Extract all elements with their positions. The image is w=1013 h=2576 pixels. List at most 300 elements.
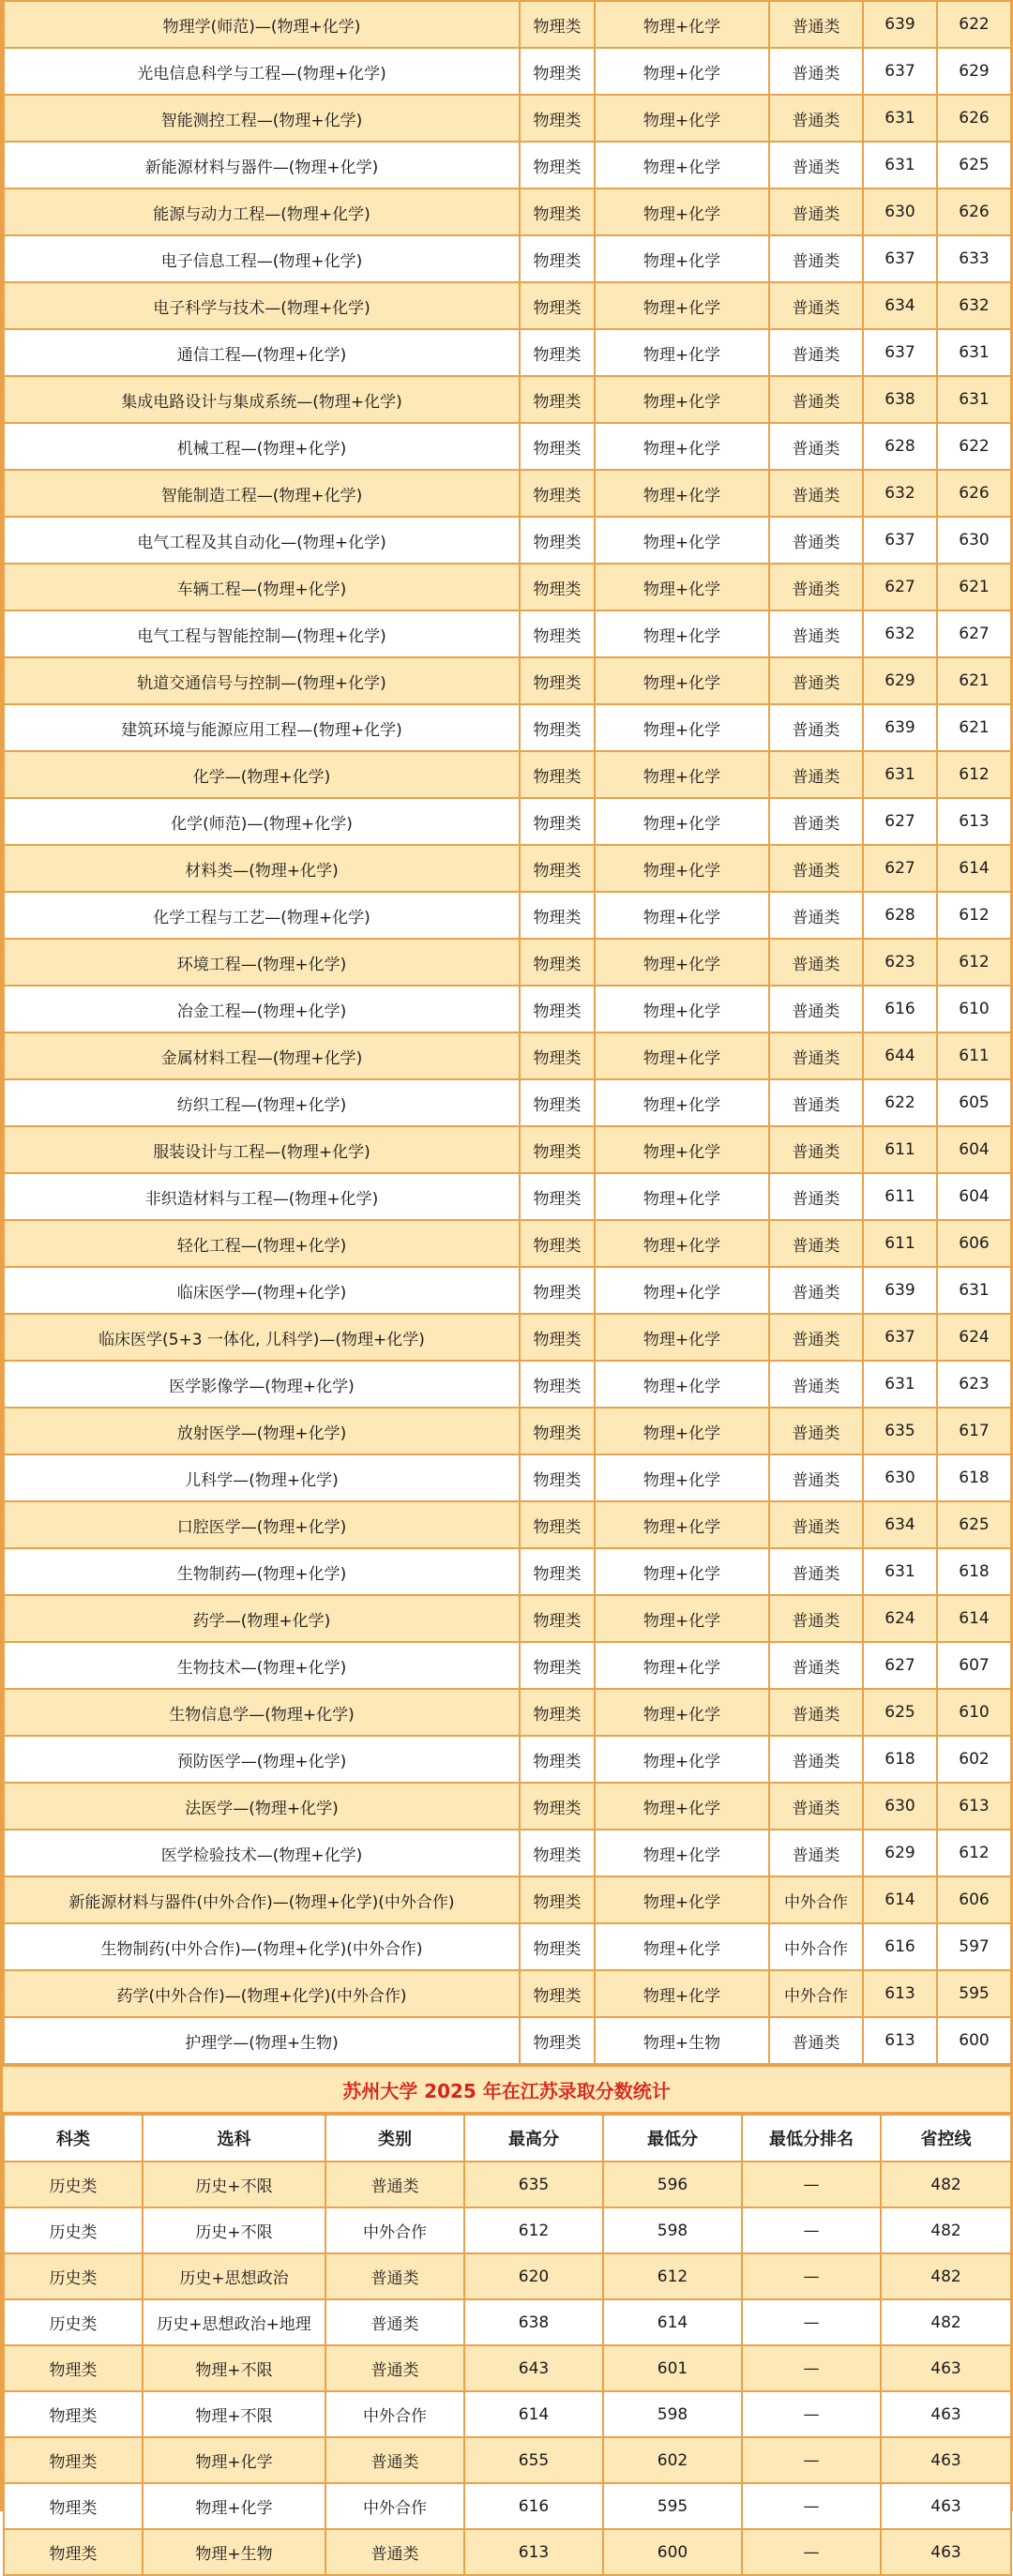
max-score-cell: 637 <box>863 1314 937 1361</box>
admission-type-cell: 普通类 <box>769 517 863 564</box>
type-cell: 普通类 <box>325 2162 464 2207</box>
subject-category-cell: 物理类 <box>520 1361 595 1408</box>
admission-type-cell: 普通类 <box>769 2017 863 2064</box>
major-score-table <box>3 0 1012 2065</box>
subject-requirement-cell: 物理+化学 <box>595 564 769 610</box>
major-cell: 非织造材料与工程—(物理+化学) <box>4 1173 520 1220</box>
category-cell: 历史类 <box>4 2162 143 2207</box>
type-cell: 普通类 <box>325 2299 464 2345</box>
table-row <box>4 1126 1011 1173</box>
subject-category-cell: 物理类 <box>520 1783 595 1830</box>
table-row <box>4 1361 1011 1408</box>
table-header-row <box>4 2115 1011 2162</box>
subject-category-cell: 物理类 <box>520 939 595 986</box>
min-score-cell: 614 <box>603 2299 742 2345</box>
major-cell: 医学影像学—(物理+化学) <box>4 1361 520 1408</box>
subject-requirement-cell: 物理+化学 <box>595 1595 769 1642</box>
subject-selection-cell: 物理+化学 <box>143 2437 325 2483</box>
max-score-cell: 638 <box>863 376 937 423</box>
column-header: 省控线 <box>881 2115 1011 2162</box>
control-line-cell: 463 <box>881 2391 1011 2437</box>
subject-requirement-cell: 物理+化学 <box>595 470 769 517</box>
min-score-cell: 631 <box>937 376 1011 423</box>
admission-type-cell: 普通类 <box>769 95 863 142</box>
column-header: 选科 <box>143 2115 325 2162</box>
type-cell: 普通类 <box>325 2253 464 2299</box>
subject-category-cell: 物理类 <box>520 1454 595 1501</box>
subject-category-cell: 物理类 <box>520 845 595 892</box>
min-rank-cell: — <box>742 2207 881 2253</box>
type-cell: 普通类 <box>325 2529 464 2575</box>
admission-type-cell: 普通类 <box>769 1501 863 1548</box>
max-score-cell: 618 <box>863 1736 937 1783</box>
table-row <box>4 1830 1011 1876</box>
admission-type-cell: 普通类 <box>769 845 863 892</box>
table-row <box>4 1220 1011 1267</box>
admission-type-cell: 普通类 <box>769 1126 863 1173</box>
max-score-cell: 630 <box>863 1783 937 1830</box>
major-cell: 材料类—(物理+化学) <box>4 845 520 892</box>
major-cell: 电子信息工程—(物理+化学) <box>4 235 520 282</box>
admission-type-cell: 普通类 <box>769 564 863 610</box>
subject-category-cell: 物理类 <box>520 48 595 95</box>
subject-category-cell: 物理类 <box>520 1595 595 1642</box>
min-score-cell: 623 <box>937 1361 1011 1408</box>
min-rank-cell: — <box>742 2437 881 2483</box>
max-score-cell: 627 <box>863 845 937 892</box>
max-score-cell: 634 <box>863 1501 937 1548</box>
min-score-cell: 614 <box>937 845 1011 892</box>
major-cell: 轻化工程—(物理+化学) <box>4 1220 520 1267</box>
max-score-cell: 611 <box>863 1220 937 1267</box>
category-cell: 历史类 <box>4 2253 143 2299</box>
min-score-cell: 598 <box>603 2391 742 2437</box>
major-cell: 物理学(师范)—(物理+化学) <box>4 1 520 48</box>
admission-type-cell: 普通类 <box>769 329 863 376</box>
table-row <box>4 892 1011 939</box>
max-score-cell: 627 <box>863 798 937 845</box>
table-row <box>4 2529 1011 2575</box>
subject-requirement-cell: 物理+化学 <box>595 845 769 892</box>
subject-category-cell: 物理类 <box>520 704 595 751</box>
major-cell: 电子科学与技术—(物理+化学) <box>4 282 520 329</box>
min-score-cell: 600 <box>603 2529 742 2575</box>
admission-type-cell: 普通类 <box>769 1079 863 1126</box>
admission-type-cell: 普通类 <box>769 892 863 939</box>
admission-type-cell: 普通类 <box>769 235 863 282</box>
table-row <box>4 1454 1011 1501</box>
max-score-cell: 614 <box>464 2391 603 2437</box>
min-score-cell: 629 <box>937 48 1011 95</box>
admission-type-cell: 普通类 <box>769 1220 863 1267</box>
subject-category-cell: 物理类 <box>520 282 595 329</box>
subject-category-cell: 物理类 <box>520 751 595 798</box>
type-cell: 中外合作 <box>325 2391 464 2437</box>
subject-category-cell: 物理类 <box>520 1501 595 1548</box>
max-score-cell: 630 <box>863 1454 937 1501</box>
max-score-cell: 628 <box>863 892 937 939</box>
major-cell: 电气工程及其自动化—(物理+化学) <box>4 517 520 564</box>
major-cell: 临床医学—(物理+化学) <box>4 1267 520 1314</box>
subject-category-cell: 物理类 <box>520 1830 595 1876</box>
subject-selection-cell: 物理+生物 <box>143 2529 325 2575</box>
min-score-cell: 600 <box>937 2017 1011 2064</box>
max-score-cell: 632 <box>863 610 937 657</box>
subject-category-cell: 物理类 <box>520 1876 595 1923</box>
min-score-cell: 605 <box>937 1079 1011 1126</box>
major-cell: 新能源材料与器件—(物理+化学) <box>4 142 520 188</box>
table-row <box>4 1783 1011 1830</box>
subject-category-cell: 物理类 <box>520 376 595 423</box>
min-score-cell: 618 <box>937 1454 1011 1501</box>
min-score-cell: 622 <box>937 1 1011 48</box>
stats-title: 苏州大学 2025 年在江苏录取分数统计 <box>342 2079 671 2102</box>
table-row <box>4 2437 1011 2483</box>
min-score-cell: 606 <box>937 1220 1011 1267</box>
max-score-cell: 639 <box>863 1 937 48</box>
max-score-cell: 613 <box>464 2529 603 2575</box>
admission-type-cell: 普通类 <box>769 1 863 48</box>
admission-type-cell: 普通类 <box>769 188 863 235</box>
subject-requirement-cell: 物理+化学 <box>595 704 769 751</box>
subject-category-cell: 物理类 <box>520 1267 595 1314</box>
table-row <box>4 1595 1011 1642</box>
major-cell: 服装设计与工程—(物理+化学) <box>4 1126 520 1173</box>
subject-category-cell: 物理类 <box>520 517 595 564</box>
subject-requirement-cell: 物理+化学 <box>595 95 769 142</box>
max-score-cell: 637 <box>863 235 937 282</box>
subject-requirement-cell: 物理+化学 <box>595 1 769 48</box>
admission-type-cell: 普通类 <box>769 1408 863 1454</box>
subject-category-cell: 物理类 <box>520 1 595 48</box>
admission-type-cell: 普通类 <box>769 1689 863 1736</box>
major-cell: 光电信息科学与工程—(物理+化学) <box>4 48 520 95</box>
admission-type-cell: 普通类 <box>769 1595 863 1642</box>
subject-requirement-cell: 物理+化学 <box>595 1361 769 1408</box>
control-line-cell: 482 <box>881 2162 1011 2207</box>
table-row <box>4 470 1011 517</box>
max-score-cell: 616 <box>863 1923 937 1970</box>
subject-category-cell: 物理类 <box>520 1408 595 1454</box>
min-score-cell: 611 <box>937 1032 1011 1079</box>
subject-requirement-cell: 物理+化学 <box>595 1783 769 1830</box>
subject-requirement-cell: 物理+化学 <box>595 610 769 657</box>
min-score-cell: 621 <box>937 657 1011 704</box>
major-cell: 预防医学—(物理+化学) <box>4 1736 520 1783</box>
table-row <box>4 2483 1011 2529</box>
min-score-cell: 612 <box>937 892 1011 939</box>
subject-selection-cell: 历史+思想政治+地理 <box>143 2299 325 2345</box>
min-rank-cell: — <box>742 2299 881 2345</box>
control-line-cell: 463 <box>881 2483 1011 2529</box>
major-cell: 生物制药—(物理+化学) <box>4 1548 520 1595</box>
subject-category-cell: 物理类 <box>520 1126 595 1173</box>
table-row <box>4 95 1011 142</box>
major-cell: 化学—(物理+化学) <box>4 751 520 798</box>
min-score-cell: 622 <box>937 423 1011 470</box>
category-cell: 物理类 <box>4 2345 143 2391</box>
admission-stats-table <box>3 2114 1012 2576</box>
major-cell: 冶金工程—(物理+化学) <box>4 986 520 1032</box>
subject-requirement-cell: 物理+化学 <box>595 1548 769 1595</box>
admission-type-cell: 普通类 <box>769 1736 863 1783</box>
subject-requirement-cell: 物理+化学 <box>595 1501 769 1548</box>
category-cell: 物理类 <box>4 2529 143 2575</box>
table-row <box>4 1267 1011 1314</box>
subject-requirement-cell: 物理+化学 <box>595 188 769 235</box>
min-score-cell: 617 <box>937 1408 1011 1454</box>
subject-category-cell: 物理类 <box>520 1548 595 1595</box>
max-score-cell: 611 <box>863 1173 937 1220</box>
control-line-cell: 463 <box>881 2437 1011 2483</box>
table-row <box>4 235 1011 282</box>
table-row <box>4 751 1011 798</box>
table-row <box>4 2207 1011 2253</box>
major-cell: 集成电路设计与集成系统—(物理+化学) <box>4 376 520 423</box>
subject-category-cell: 物理类 <box>520 142 595 188</box>
subject-category-cell: 物理类 <box>520 2017 595 2064</box>
subject-category-cell: 物理类 <box>520 1220 595 1267</box>
subject-requirement-cell: 物理+化学 <box>595 1830 769 1876</box>
table-row <box>4 845 1011 892</box>
subject-requirement-cell: 物理+化学 <box>595 282 769 329</box>
min-score-cell: 613 <box>937 798 1011 845</box>
subject-requirement-cell: 物理+化学 <box>595 1454 769 1501</box>
min-score-cell: 602 <box>937 1736 1011 1783</box>
min-rank-cell: — <box>742 2483 881 2529</box>
major-cell: 电气工程与智能控制—(物理+化学) <box>4 610 520 657</box>
max-score-cell: 638 <box>464 2299 603 2345</box>
table-row <box>4 610 1011 657</box>
subject-requirement-cell: 物理+化学 <box>595 1173 769 1220</box>
major-cell: 纺织工程—(物理+化学) <box>4 1079 520 1126</box>
max-score-cell: 612 <box>464 2207 603 2253</box>
subject-category-cell: 物理类 <box>520 892 595 939</box>
min-score-cell: 626 <box>937 188 1011 235</box>
table-row <box>4 48 1011 95</box>
max-score-cell: 614 <box>863 1876 937 1923</box>
admission-type-cell: 普通类 <box>769 1642 863 1689</box>
max-score-cell: 616 <box>464 2483 603 2529</box>
subject-selection-cell: 历史+不限 <box>143 2207 325 2253</box>
max-score-cell: 611 <box>863 1126 937 1173</box>
admission-type-cell: 普通类 <box>769 704 863 751</box>
column-header: 科类 <box>4 2115 143 2162</box>
major-cell: 轨道交通信号与控制—(物理+化学) <box>4 657 520 704</box>
subject-category-cell: 物理类 <box>520 1689 595 1736</box>
subject-category-cell: 物理类 <box>520 1173 595 1220</box>
max-score-cell: 613 <box>863 2017 937 2064</box>
min-score-cell: 610 <box>937 1689 1011 1736</box>
subject-category-cell: 物理类 <box>520 188 595 235</box>
admission-type-cell: 普通类 <box>769 282 863 329</box>
max-score-cell: 635 <box>464 2162 603 2207</box>
major-cell: 车辆工程—(物理+化学) <box>4 564 520 610</box>
subject-selection-cell: 物理+不限 <box>143 2345 325 2391</box>
table-row <box>4 2017 1011 2064</box>
min-score-cell: 612 <box>603 2253 742 2299</box>
subject-requirement-cell: 物理+化学 <box>595 1408 769 1454</box>
table-row <box>4 1 1011 48</box>
table-row <box>4 1876 1011 1923</box>
admission-type-cell: 普通类 <box>769 1783 863 1830</box>
min-score-cell: 625 <box>937 142 1011 188</box>
subject-requirement-cell: 物理+化学 <box>595 48 769 95</box>
major-cell: 药学(中外合作)—(物理+化学)(中外合作) <box>4 1970 520 2017</box>
subject-requirement-cell: 物理+化学 <box>595 751 769 798</box>
min-score-cell: 627 <box>937 610 1011 657</box>
max-score-cell: 627 <box>863 564 937 610</box>
min-score-cell: 612 <box>937 751 1011 798</box>
min-score-cell: 602 <box>603 2437 742 2483</box>
subject-requirement-cell: 物理+化学 <box>595 235 769 282</box>
category-cell: 历史类 <box>4 2299 143 2345</box>
category-cell: 历史类 <box>4 2207 143 2253</box>
admission-type-cell: 普通类 <box>769 1314 863 1361</box>
max-score-cell: 620 <box>464 2253 603 2299</box>
min-score-cell: 630 <box>937 517 1011 564</box>
max-score-cell: 655 <box>464 2437 603 2483</box>
major-cell: 通信工程—(物理+化学) <box>4 329 520 376</box>
admission-type-cell: 普通类 <box>769 1267 863 1314</box>
max-score-cell: 628 <box>863 423 937 470</box>
major-cell: 智能制造工程—(物理+化学) <box>4 470 520 517</box>
major-cell: 建筑环境与能源应用工程—(物理+化学) <box>4 704 520 751</box>
subject-requirement-cell: 物理+化学 <box>595 1267 769 1314</box>
admission-type-cell: 普通类 <box>769 423 863 470</box>
table-row <box>4 2162 1011 2207</box>
subject-selection-cell: 历史+不限 <box>143 2162 325 2207</box>
max-score-cell: 631 <box>863 95 937 142</box>
min-score-cell: 598 <box>603 2207 742 2253</box>
subject-requirement-cell: 物理+化学 <box>595 1079 769 1126</box>
major-cell: 放射医学—(物理+化学) <box>4 1408 520 1454</box>
table-row <box>4 517 1011 564</box>
subject-requirement-cell: 物理+化学 <box>595 1642 769 1689</box>
max-score-cell: 634 <box>863 282 937 329</box>
admission-type-cell: 普通类 <box>769 657 863 704</box>
min-score-cell: 613 <box>937 1783 1011 1830</box>
subject-category-cell: 物理类 <box>520 423 595 470</box>
major-cell: 机械工程—(物理+化学) <box>4 423 520 470</box>
subject-requirement-cell: 物理+化学 <box>595 986 769 1032</box>
subject-requirement-cell: 物理+化学 <box>595 939 769 986</box>
subject-category-cell: 物理类 <box>520 235 595 282</box>
subject-requirement-cell: 物理+化学 <box>595 1314 769 1361</box>
min-rank-cell: — <box>742 2529 881 2575</box>
subject-requirement-cell: 物理+化学 <box>595 1736 769 1783</box>
table-row <box>4 282 1011 329</box>
max-score-cell: 632 <box>863 470 937 517</box>
subject-selection-cell: 物理+化学 <box>143 2483 325 2529</box>
min-score-cell: 633 <box>937 235 1011 282</box>
column-header: 最高分 <box>464 2115 603 2162</box>
major-cell: 能源与动力工程—(物理+化学) <box>4 188 520 235</box>
column-header: 最低分 <box>603 2115 742 2162</box>
min-score-cell: 625 <box>937 1501 1011 1548</box>
max-score-cell: 629 <box>863 657 937 704</box>
subject-selection-cell: 历史+思想政治 <box>143 2253 325 2299</box>
table-row <box>4 329 1011 376</box>
min-score-cell: 614 <box>937 1595 1011 1642</box>
table-row <box>4 1079 1011 1126</box>
subject-category-cell: 物理类 <box>520 1032 595 1079</box>
min-rank-cell: — <box>742 2253 881 2299</box>
max-score-cell: 631 <box>863 1548 937 1595</box>
table-row <box>4 1314 1011 1361</box>
table-row <box>4 1923 1011 1970</box>
min-score-cell: 626 <box>937 470 1011 517</box>
min-score-cell: 610 <box>937 986 1011 1032</box>
admission-type-cell: 普通类 <box>769 751 863 798</box>
subject-category-cell: 物理类 <box>520 610 595 657</box>
min-score-cell: 624 <box>937 1314 1011 1361</box>
subject-requirement-cell: 物理+化学 <box>595 517 769 564</box>
min-score-cell: 596 <box>603 2162 742 2207</box>
max-score-cell: 643 <box>464 2345 603 2391</box>
table-row <box>4 423 1011 470</box>
category-cell: 物理类 <box>4 2437 143 2483</box>
min-score-cell: 632 <box>937 282 1011 329</box>
subject-category-cell: 物理类 <box>520 1079 595 1126</box>
max-score-cell: 616 <box>863 986 937 1032</box>
major-cell: 护理学—(物理+生物) <box>4 2017 520 2064</box>
admission-type-cell: 中外合作 <box>769 1876 863 1923</box>
major-cell: 儿科学—(物理+化学) <box>4 1454 520 1501</box>
table-row <box>4 1173 1011 1220</box>
table-row <box>4 1970 1011 2017</box>
max-score-cell: 613 <box>863 1970 937 2017</box>
admission-type-cell: 普通类 <box>769 986 863 1032</box>
subject-category-cell: 物理类 <box>520 1736 595 1783</box>
table-row <box>4 2299 1011 2345</box>
subject-requirement-cell: 物理+化学 <box>595 376 769 423</box>
max-score-cell: 637 <box>863 517 937 564</box>
subject-requirement-cell: 物理+化学 <box>595 892 769 939</box>
subject-requirement-cell: 物理+化学 <box>595 423 769 470</box>
table-row <box>4 188 1011 235</box>
subject-requirement-cell: 物理+化学 <box>595 657 769 704</box>
subject-requirement-cell: 物理+化学 <box>595 1126 769 1173</box>
min-score-cell: 607 <box>937 1642 1011 1689</box>
admission-type-cell: 普通类 <box>769 1830 863 1876</box>
subject-requirement-cell: 物理+化学 <box>595 329 769 376</box>
min-score-cell: 626 <box>937 95 1011 142</box>
subject-category-cell: 物理类 <box>520 329 595 376</box>
control-line-cell: 463 <box>881 2529 1011 2575</box>
admission-type-cell: 普通类 <box>769 939 863 986</box>
major-cell: 医学检验技术—(物理+化学) <box>4 1830 520 1876</box>
table-row <box>4 1548 1011 1595</box>
min-score-cell: 618 <box>937 1548 1011 1595</box>
control-line-cell: 482 <box>881 2299 1011 2345</box>
subject-category-cell: 物理类 <box>520 657 595 704</box>
subject-requirement-cell: 物理+化学 <box>595 1923 769 1970</box>
major-cell: 临床医学(5+3 一体化, 儿科学)—(物理+化学) <box>4 1314 520 1361</box>
table-row <box>4 142 1011 188</box>
column-header: 最低分排名 <box>742 2115 881 2162</box>
max-score-cell: 624 <box>863 1595 937 1642</box>
table-row <box>4 704 1011 751</box>
major-cell: 新能源材料与器件(中外合作)—(物理+化学)(中外合作) <box>4 1876 520 1923</box>
major-cell: 环境工程—(物理+化学) <box>4 939 520 986</box>
major-cell: 化学(师范)—(物理+化学) <box>4 798 520 845</box>
subject-category-cell: 物理类 <box>520 470 595 517</box>
type-cell: 中外合作 <box>325 2207 464 2253</box>
admission-type-cell: 普通类 <box>769 1548 863 1595</box>
max-score-cell: 639 <box>863 1267 937 1314</box>
subject-requirement-cell: 物理+生物 <box>595 2017 769 2064</box>
